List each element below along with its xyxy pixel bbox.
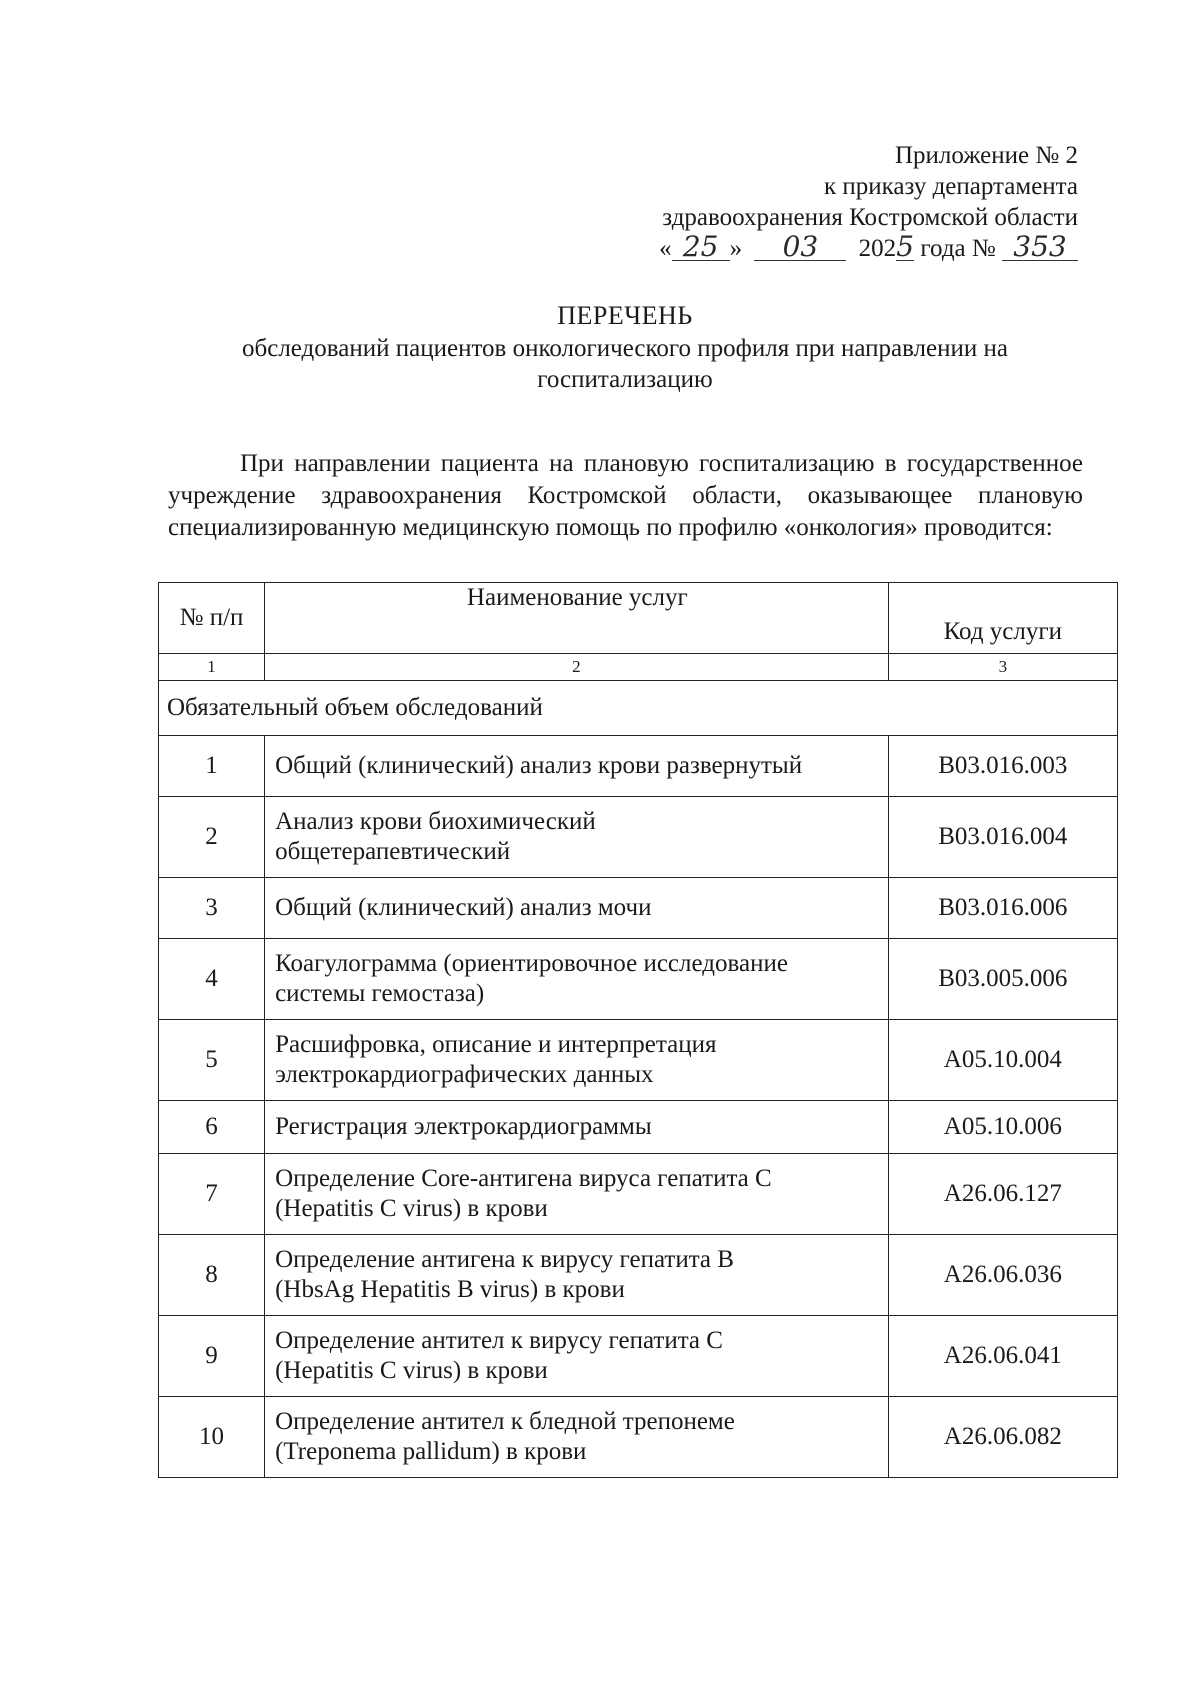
document-heading: ПЕРЕЧЕНЬ [557,301,693,330]
row-name-line2: (HbsAg Hepatitis B virus) в крови [275,1276,625,1303]
row-code: B03.005.006 [888,939,1117,1020]
row-num: 3 [159,878,265,939]
index-cell-3: 3 [888,654,1117,681]
handwritten-order-number: 353 [1002,234,1078,261]
table-row [159,1154,1118,1235]
table-row [159,797,1118,878]
row-name [265,939,889,1020]
row-name-line1: Определение антител к бледной трепонеме [275,1408,735,1435]
row-code: A26.06.082 [888,1397,1117,1478]
table-row [159,1397,1118,1478]
row-name [265,1316,889,1397]
handwritten-year-digit: 5 [896,230,915,263]
year-prefix: 202 [858,235,897,262]
section-title: Обязательный объем обследований [159,681,1118,736]
row-code: A26.06.041 [888,1316,1117,1397]
row-name-line1: Расшифровка, описание и интерпретация [275,1031,717,1058]
row-name [265,1397,889,1478]
row-num: 5 [159,1020,265,1101]
row-name [265,736,889,797]
row-num: 2 [159,797,265,878]
row-num: 4 [159,939,265,1020]
close-quote: » [729,235,743,262]
row-name-line1: Определение антител к вирусу гепатита C [275,1327,723,1354]
row-code: A05.10.006 [888,1101,1117,1154]
row-name-line1: Определение Core-антигена вируса гепатита C [275,1165,772,1192]
appendix-date-line [659,230,1078,264]
row-num: 7 [159,1154,265,1235]
open-quote: « [659,235,672,262]
row-num: 8 [159,1235,265,1316]
row-name [265,1101,889,1154]
services-table [158,582,1118,1478]
row-name-line2: системы гемостаза) [275,980,485,1007]
document-subtitle-line1: обследований пациентов онкологического профиля при направлении на [242,335,1008,362]
row-name-line1: Анализ крови биохимический [275,808,596,835]
intro-paragraph: При направлении пациента на плановую госпитализацию в государственное учреждение здравоохранения Костромской области, оказывающее плановую специализированную медицинскую помощь по профилю «онкология» проводится: [168,450,1083,541]
row-code: A26.06.127 [888,1154,1117,1235]
row-name-line2: электрокардиографических данных [275,1061,654,1088]
appendix-order-ref: к приказу департамента [823,173,1078,200]
row-name-line2: (Hepatitis C virus) в крови [275,1357,548,1384]
table-row [159,736,1118,797]
row-code: B03.016.004 [888,797,1117,878]
row-num: 6 [159,1101,265,1154]
row-name [265,797,889,878]
row-code: A05.10.004 [888,1020,1117,1101]
table-row [159,1020,1118,1101]
title-block [150,300,1100,395]
row-code: B03.016.006 [888,878,1117,939]
year-suffix: года № [920,235,996,262]
row-name-line1: Коагулограмма (ориентировочное исследование [275,950,788,977]
table-index-row [159,654,1118,681]
row-name [265,1154,889,1235]
header-code: Код услуги [888,583,1117,654]
row-num: 10 [159,1397,265,1478]
table-row [159,1316,1118,1397]
row-code: A26.06.036 [888,1235,1117,1316]
row-name-line2: (Hepatitis C virus) в крови [275,1195,548,1222]
row-name [265,1020,889,1101]
header-name: Наименование услуг [265,583,889,654]
table-row [159,878,1118,939]
appendix-department: здравоохранения Костромской области [662,204,1078,231]
row-num: 1 [159,736,265,797]
row-name [265,878,889,939]
table-section-row [159,681,1118,736]
row-name-line1: Общий (клинический) анализ мочи [275,894,652,921]
table-row [159,939,1118,1020]
row-name-line1: Определение антигена к вирусу гепатита B [275,1246,734,1273]
handwritten-day: 25 [672,234,730,261]
appendix-title: Приложение № 2 [894,142,1078,169]
index-cell-1: 1 [159,654,265,681]
handwritten-month: 03 [754,234,846,261]
row-name [265,1235,889,1316]
row-name-line2: (Treponema pallidum) в крови [275,1438,587,1465]
row-num: 9 [159,1316,265,1397]
row-name-line1: Регистрация электрокардиограммы [275,1113,652,1140]
appendix-block [659,140,1078,264]
header-num: № п/п [159,583,265,654]
index-cell-2: 2 [265,654,889,681]
document-subtitle-line2: госпитализацию [537,366,713,393]
row-name-line1: Общий (клинический) анализ крови развернутый [275,752,803,779]
table-row [159,1101,1118,1154]
table-row [159,1235,1118,1316]
row-name-line2: общетерапевтический [275,838,511,865]
row-code: B03.016.003 [888,736,1117,797]
table-header-row [159,583,1118,654]
